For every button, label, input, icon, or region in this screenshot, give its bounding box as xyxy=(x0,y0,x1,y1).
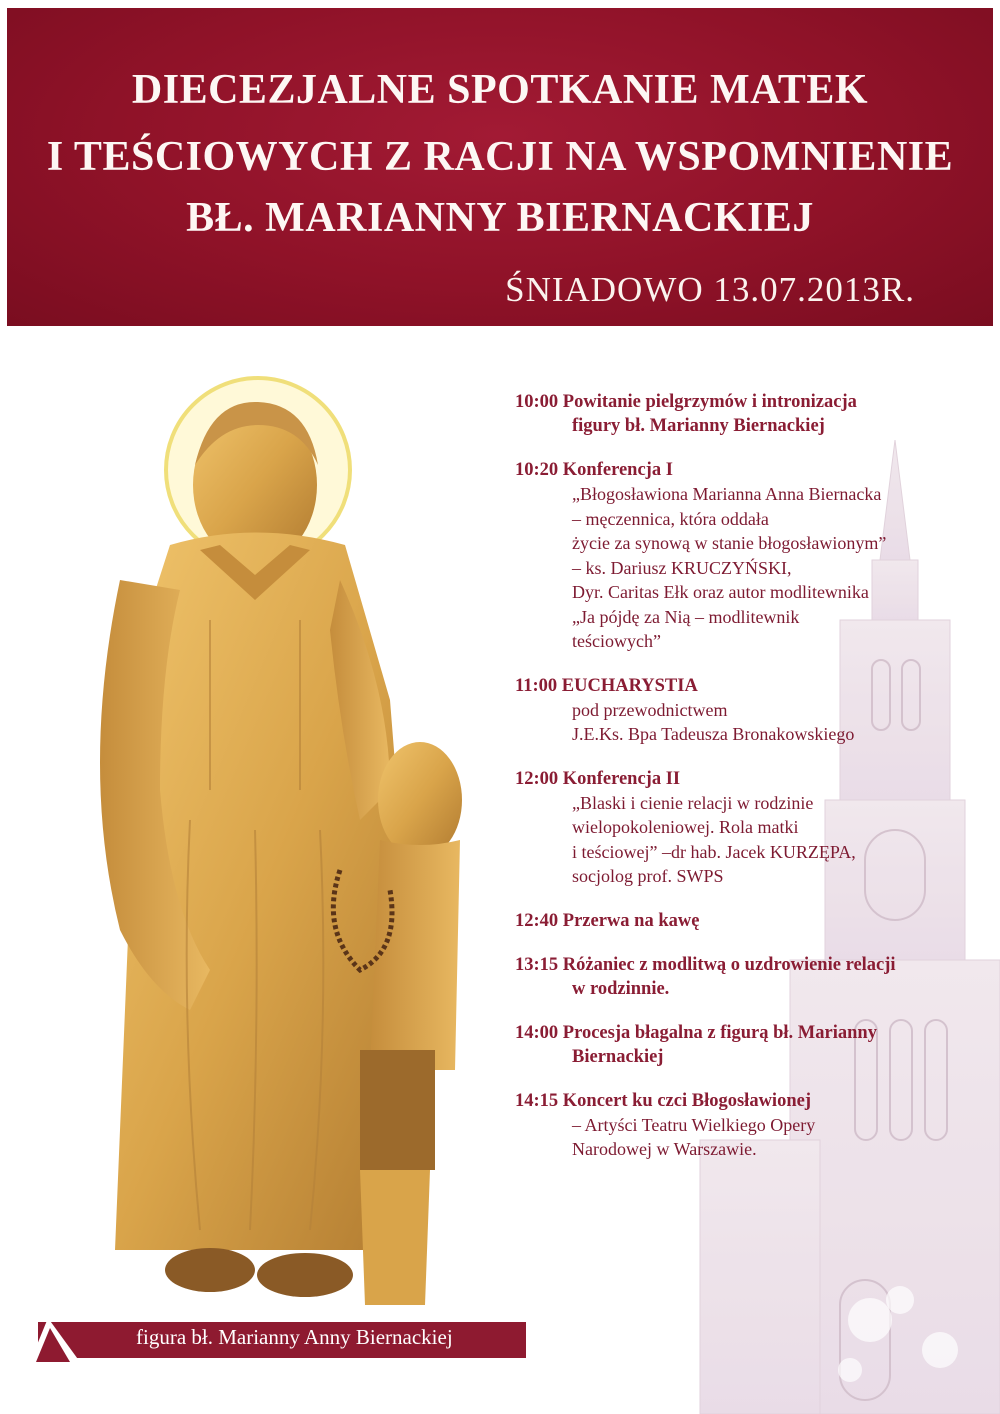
program-time: 11:00 xyxy=(515,675,558,696)
program-title: Koncert ku czci Błogosławionej xyxy=(562,1090,811,1111)
program-title: Konferencja I xyxy=(562,460,673,480)
program-line: „Blaski i cienie relacji w rodzinie xyxy=(572,792,814,813)
program-line: teściowych” xyxy=(572,631,661,651)
program-item xyxy=(515,674,955,747)
program-line: życie za synową w stanie błogosławionym” xyxy=(572,533,887,553)
statue-caption: figura bł. Marianny Anny Biernackiej xyxy=(136,1325,453,1349)
program-title-cont: figury bł. Marianny Biernackiej xyxy=(572,416,825,436)
program-line: – męczennica, która oddała xyxy=(572,508,769,529)
program-line: pod przewodnictwem xyxy=(572,699,728,720)
program-line: „Ja pójdę za Nią – modlitewnik xyxy=(572,606,800,627)
caption-wedge-icon xyxy=(30,1318,80,1362)
program-line: „Błogosławiona Marianna Anna Biernacka xyxy=(572,484,882,504)
program-line: Narodowej w Warszawie. xyxy=(572,1139,757,1159)
program-time: 10:20 xyxy=(515,460,559,480)
program-time: 12:00 xyxy=(515,768,559,789)
program-line: – ks. Dariusz KRUCZYŃSKI, xyxy=(572,557,792,578)
program-title: Powitanie pielgrzymów i intronizacja xyxy=(562,392,857,412)
program-item xyxy=(515,767,955,889)
program-time: 13:15 xyxy=(515,954,559,975)
program-item xyxy=(515,390,955,438)
program-title-cont: Biernackiej xyxy=(572,1046,664,1067)
program-item xyxy=(515,909,955,933)
program-time: 14:15 xyxy=(515,1090,559,1111)
title-line-2: I TEŚCIOWYCH Z RACJI NA WSPOMNIENIE xyxy=(46,134,954,180)
program-list xyxy=(515,390,955,1182)
program-line: Dyr. Caritas Ełk oraz autor modlitewnika xyxy=(572,582,869,602)
program-title: Konferencja II xyxy=(562,768,681,789)
program-line: J.E.Ks. Bpa Tadeusza Bronakowskiego xyxy=(572,724,855,744)
program-line: socjolog prof. SWPS xyxy=(572,866,724,886)
program-title-cont: w rodzinnie. xyxy=(572,978,670,999)
program-item xyxy=(515,458,955,654)
program-item xyxy=(515,1021,955,1069)
program-time: 10:00 xyxy=(515,392,559,412)
program-time: 12:40 xyxy=(515,910,559,931)
title-line-3: BŁ. MARIANNY BIERNACKIEJ xyxy=(186,195,814,241)
program-title: Przerwa na kawę xyxy=(562,910,700,931)
program-line: i teściowej” –dr hab. Jacek KURZĘPA, xyxy=(572,841,856,862)
program-line: – Artyści Teatru Wielkiego Opery xyxy=(572,1114,816,1135)
program-title: Procesja błagalna z figurą bł. Marianny xyxy=(562,1022,877,1043)
program-line: wielopokoleniowej. Rola matki xyxy=(572,817,799,837)
statue-image xyxy=(60,370,480,1330)
event-date: ŚNIADOWO 13.07.2013R. xyxy=(505,270,915,309)
title-line-1: DIECEZJALNE SPOTKANIE MATEK xyxy=(131,67,869,113)
program-title: EUCHARYSTIA xyxy=(561,675,698,696)
header-band xyxy=(7,8,993,326)
program-item xyxy=(515,1089,955,1162)
program-title: Różaniec z modlitwą o uzdrowienie relacji xyxy=(562,954,896,975)
program-time: 14:00 xyxy=(515,1022,559,1043)
program-item xyxy=(515,953,955,1001)
